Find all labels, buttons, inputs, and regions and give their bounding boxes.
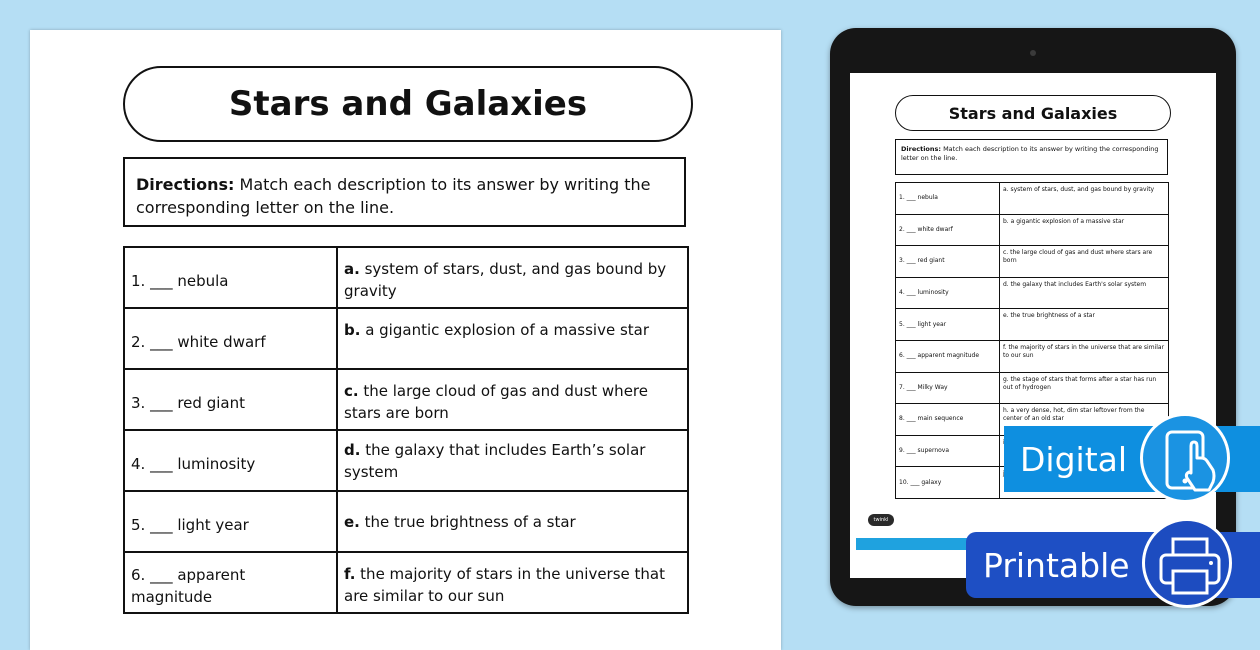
term-cell: 4. ___ luminosity (896, 277, 1000, 309)
tablet-touch-icon (1140, 413, 1230, 503)
camera-dot (1030, 50, 1036, 56)
term-cell: 3. ___ red giant (124, 369, 337, 430)
term-cell: 2. ___ white dwarf (124, 308, 337, 369)
term-cell: 10. ___ galaxy (896, 467, 1000, 499)
brand-logo: twinkl (868, 514, 894, 526)
answer-cell (337, 491, 688, 552)
table-row (124, 247, 688, 308)
term-cell: 9. ___ supernova (896, 435, 1000, 467)
directions-label: Directions: (136, 175, 235, 194)
term-cell: 8. ___ main sequence (896, 404, 1000, 436)
table-row (124, 491, 688, 552)
worksheet-title: Stars and Galaxies (123, 66, 693, 142)
worksheet-page (30, 30, 781, 650)
answer-text: a gigantic explosion of a massive star (360, 321, 649, 339)
term-cell: 6. ___ apparent magnitude (896, 340, 1000, 372)
term-cell: 4. ___ luminosity (124, 430, 337, 491)
answer-cell: d. the galaxy that includes Earth's solar system (1000, 277, 1169, 309)
table-row (124, 308, 688, 369)
term-cell: 2. ___ white dwarf (896, 214, 1000, 246)
table-row (896, 372, 1169, 404)
table-row (896, 183, 1169, 215)
term-cell: 5. ___ light year (124, 491, 337, 552)
table-row (124, 552, 688, 613)
table-row (124, 430, 688, 491)
printer-icon (1142, 518, 1232, 608)
answer-cell: g. the stage of stars that forms after a star has run out of hydrogen (1000, 372, 1169, 404)
term-cell: 1. ___ nebula (896, 183, 1000, 215)
term-cell: 5. ___ light year (896, 309, 1000, 341)
answer-text: the galaxy that includes Earth’s solar system (344, 440, 646, 481)
term-cell: 7. ___ Milky Way (896, 372, 1000, 404)
mini-directions-text: Match each description to its answer by writing the corresponding letter on the line. (901, 145, 1159, 162)
mini-worksheet-title: Stars and Galaxies (895, 95, 1171, 131)
term-cell: 1. ___ nebula (124, 247, 337, 308)
answer-letter: c. (344, 382, 359, 400)
answer-cell: e. the true brightness of a star (1000, 309, 1169, 341)
mini-directions-box (895, 139, 1168, 175)
answer-text: the majority of stars in the universe that are similar to our sun (344, 565, 665, 605)
directions-text: Match each description to its answer by writing the corresponding letter on the line. (136, 175, 651, 217)
answer-cell (337, 552, 688, 613)
answer-cell (337, 247, 688, 308)
answer-cell (337, 430, 688, 491)
answer-cell (337, 308, 688, 369)
directions-box (123, 157, 686, 227)
mini-directions-label: Directions: (901, 145, 941, 153)
answer-cell (337, 369, 688, 430)
matching-table (123, 246, 689, 614)
table-row (896, 214, 1169, 246)
answer-letter: e. (344, 512, 360, 531)
answer-cell: f. the majority of stars in the universe that are similar to our sun (1000, 340, 1169, 372)
printable-badge-label: Printable (983, 545, 1130, 585)
term-cell: 3. ___ red giant (896, 246, 1000, 278)
answer-text: system of stars, dust, and gas bound by gravity (344, 260, 667, 300)
answer-letter: b. (344, 321, 361, 339)
digital-badge-label: Digital (1020, 439, 1128, 479)
answer-cell: c. the large cloud of gas and dust where stars are born (1000, 246, 1169, 278)
term-cell: 6. ___ apparent magnitude (124, 552, 337, 613)
answer-letter: f. (344, 565, 356, 583)
answer-cell: a. system of stars, dust, and gas bound by gravity (1000, 183, 1169, 215)
answer-letter: a. (344, 260, 360, 278)
table-row (896, 340, 1169, 372)
table-row (896, 277, 1169, 309)
table-row (896, 246, 1169, 278)
answer-text: the true brightness of a star (359, 512, 576, 531)
table-row (896, 309, 1169, 341)
table-row (124, 369, 688, 430)
answer-letter: d. (344, 440, 361, 459)
answer-cell: b. a gigantic explosion of a massive star (1000, 214, 1169, 246)
answer-cell: h. a very dense, hot, dim star leftover from the center of an old star (1000, 404, 1169, 436)
answer-text: the large cloud of gas and dust where stars are born (344, 382, 648, 422)
